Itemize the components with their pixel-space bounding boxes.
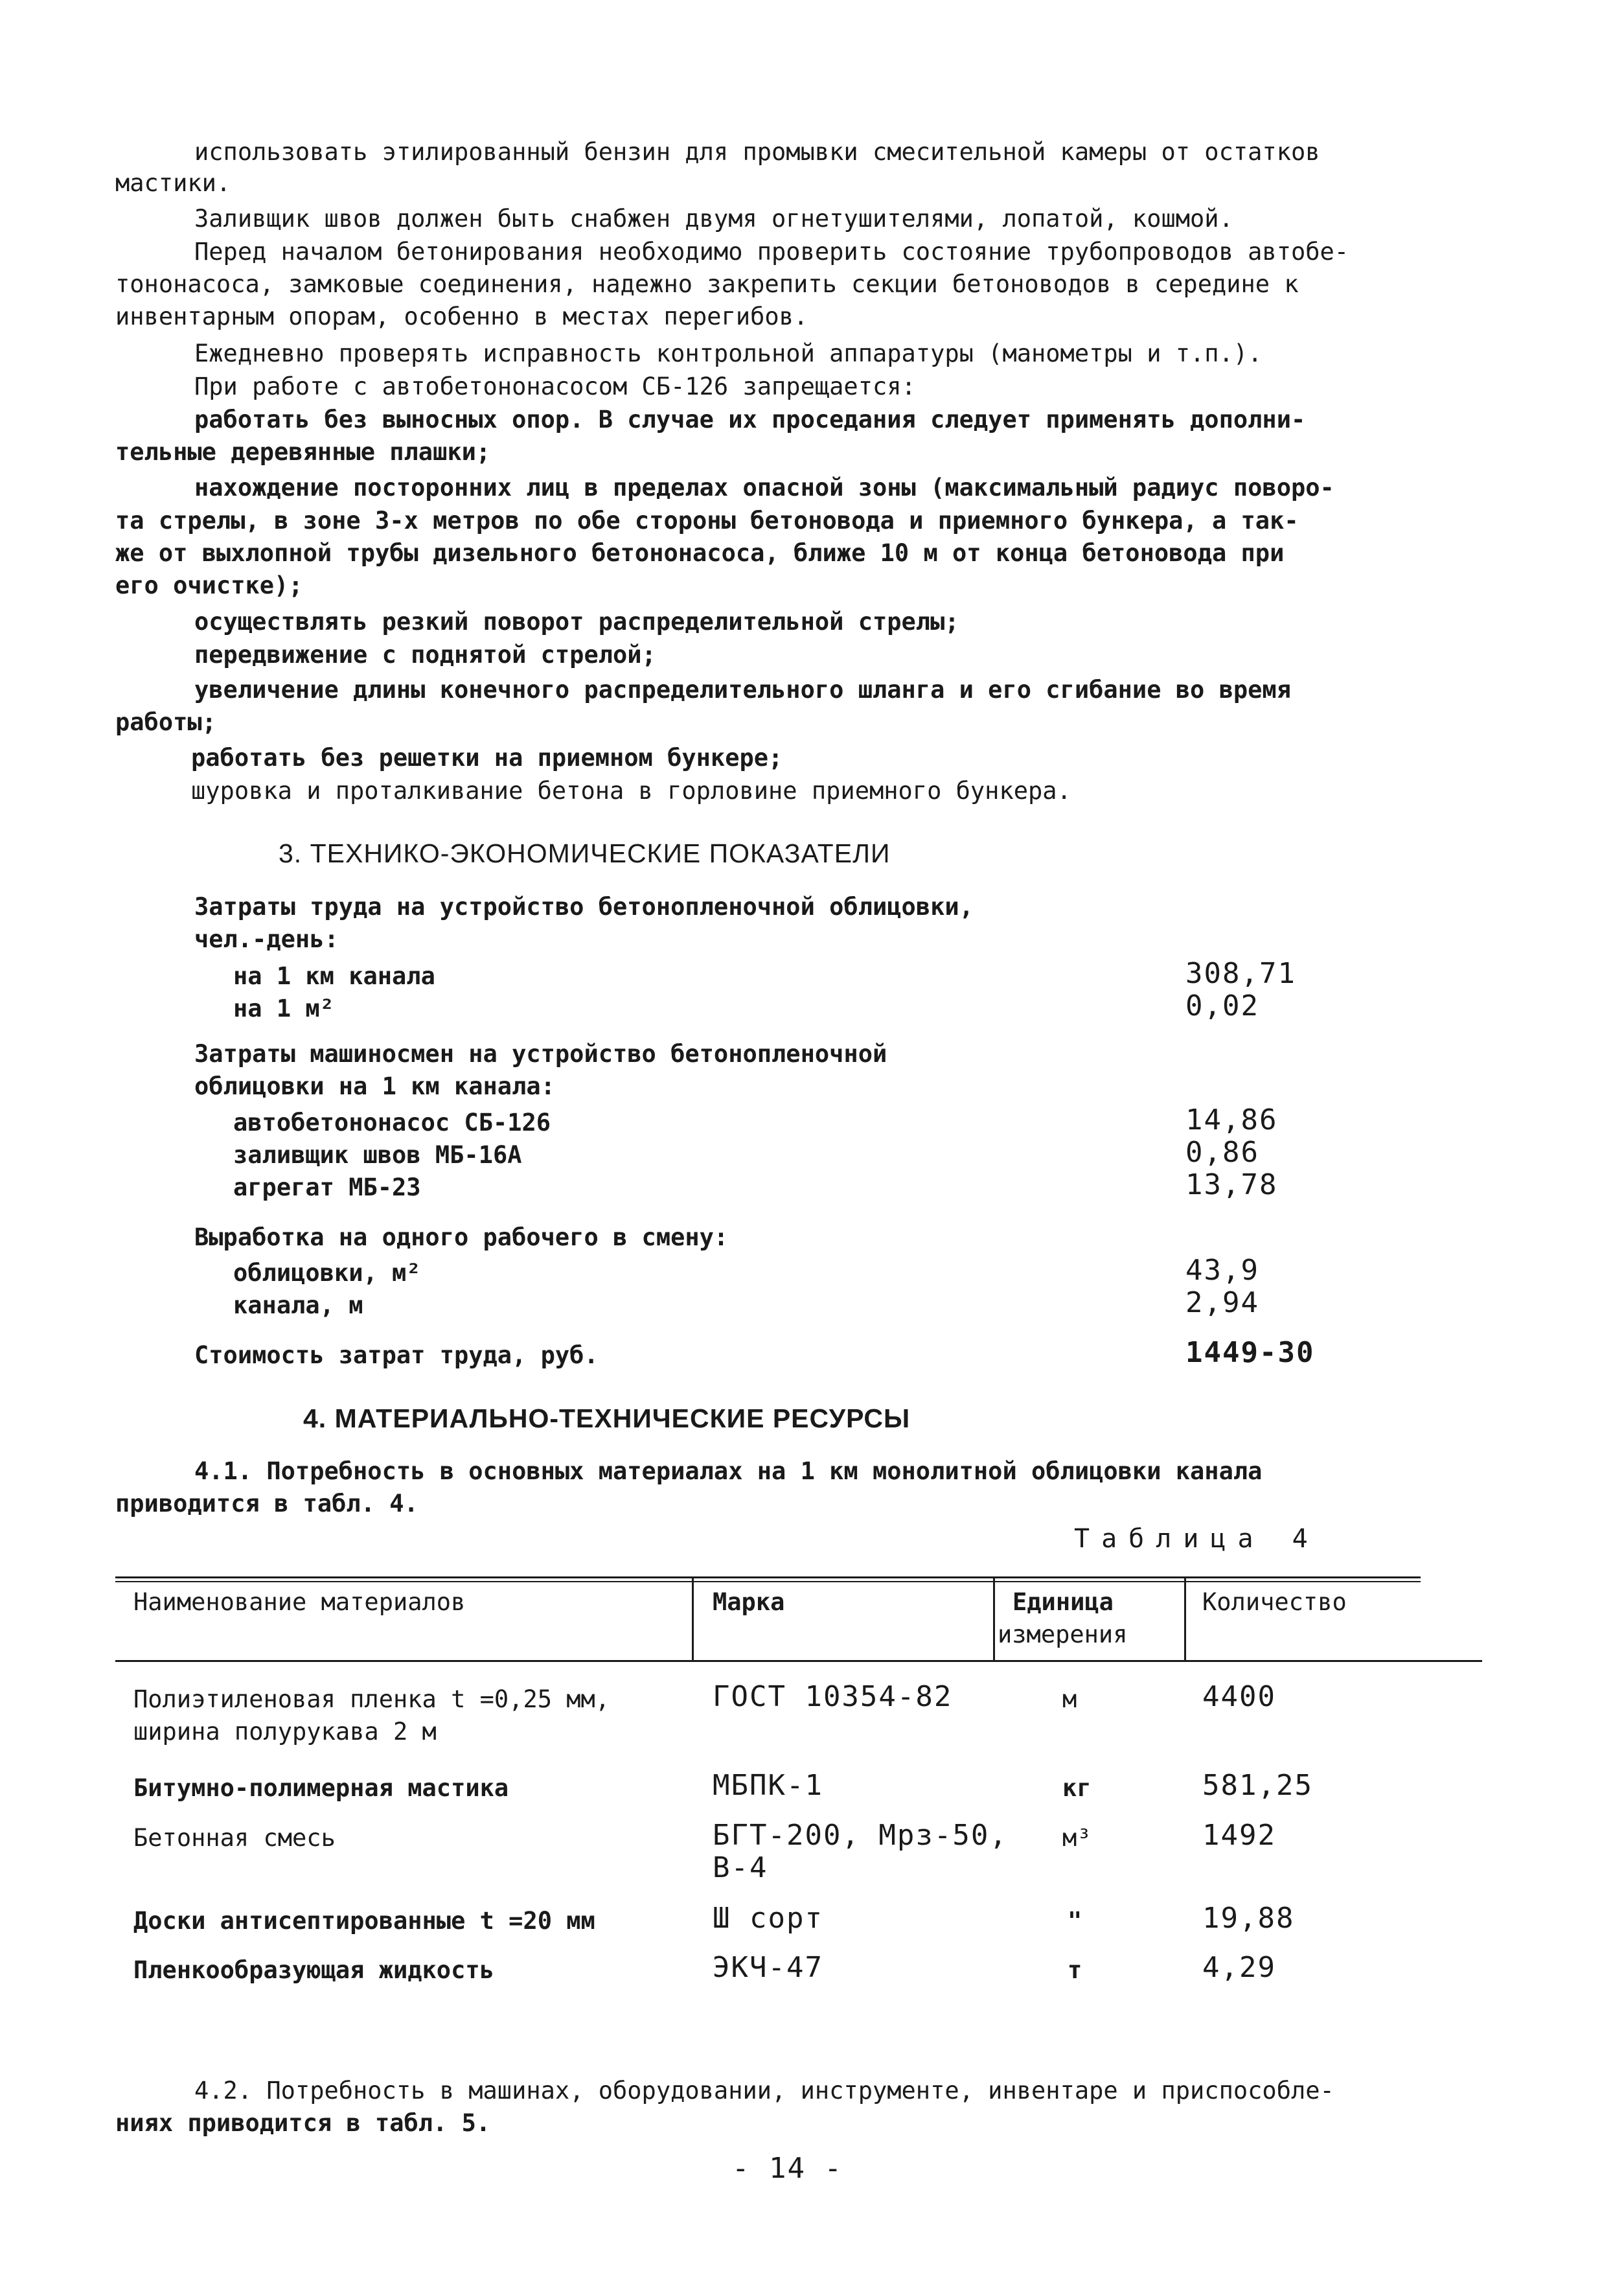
body-line: осуществлять резкий поворот распределительной стрелы; [194,608,959,636]
material-name: Бетонная смесь [133,1824,336,1852]
body-line: же от выхлопной трубы дизельного бетононасоса, ближе 10 м от конца бетоновода при [115,539,1285,567]
cost-value: 1449-30 [1185,1336,1315,1369]
body-line: Ежедневно проверять исправность контрольной аппаратуры (манометры и т.п.). [194,340,1263,367]
indicator-value: 43,9 [1185,1254,1259,1287]
indicator-label: заливщик швов МБ-16А [233,1141,522,1169]
indicator-label: облицовки, м² [233,1259,421,1287]
table-header-name: Наименование материалов [133,1588,466,1616]
body-line: Перед началом бетонирования необходимо проверить состояние трубопроводов автобе- [194,238,1349,266]
paragraph-line: 4.1. Потребность в основных материалах на 1 км монолитной облицовки канала [194,1457,1263,1485]
table-caption: Таблица 4 [1074,1524,1320,1554]
column-divider [1184,1578,1186,1661]
indicator-value: 14,86 [1185,1103,1278,1136]
indicator-value: 0,02 [1185,989,1259,1022]
body-line: тононасоса, замковые соединения, надежно закрепить секции бетоноводов в середине к [115,270,1299,298]
body-line: инвентарным опорам, особенно в местах перегибов. [115,303,808,330]
table-header-mark: Марка [713,1588,785,1616]
material-mark: В-4 [713,1851,768,1884]
body-line: При работе с автобетононасосом СБ-126 запрещается: [194,373,916,400]
material-unit: т [1068,1956,1082,1984]
table-top-rule [115,1576,1421,1578]
machine-title: Затраты машиносмен на устройство бетонопленочной [194,1040,887,1068]
material-name: ширина полурукава 2 м [133,1718,437,1746]
column-divider [993,1578,995,1661]
material-qty: 1492 [1202,1819,1276,1852]
indicator-label: на 1 км канала [233,962,435,990]
indicator-label: канала, м [233,1291,363,1319]
indicator-value: 0,86 [1185,1136,1259,1169]
indicator-value: 2,94 [1185,1286,1259,1319]
body-line: Заливщик швов должен быть снабжен двумя огнетушителями, лопатой, кошмой. [194,205,1233,233]
paragraph-line: 4.2. Потребность в машинах, оборудовании, инструменте, инвентаре и приспособле- [194,2077,1334,2105]
body-line: использовать этилированный бензин для промывки смесительной камеры от остатков [194,138,1320,166]
body-line: нахождение посторонних лиц в пределах опасной зоны (максимальный радиус поворо- [194,474,1334,502]
body-line: та стрелы, в зоне 3-х метров по обе стороны бетоновода и приемного бункера, а так- [115,507,1299,535]
material-unit: " [1068,1907,1082,1935]
labor-title: Затраты труда на устройство бетонопленочной облицовки, [194,893,974,921]
material-name: Битумно-полимерная мастика [133,1774,509,1802]
material-mark: ГОСТ 10354-82 [713,1680,953,1713]
table-header-unit: измерения [998,1621,1128,1648]
page-number: - 14 - [732,2152,843,2185]
labor-title: чел.-день: [194,925,339,953]
material-mark: МБПК-1 [713,1769,823,1802]
material-name: Пленкообразующая жидкость [133,1956,494,1984]
indicator-label: автобетононасос СБ-126 [233,1109,551,1136]
body-line: работать без решетки на приемном бункере; [191,744,783,772]
table-top-rule [115,1581,1421,1582]
material-qty: 4400 [1202,1680,1276,1713]
cost-label: Стоимость затрат труда, руб. [194,1341,599,1369]
output-title: Выработка на одного рабочего в смену: [194,1223,729,1251]
table-header-unit: Единица [1012,1588,1114,1616]
section-heading: 4. МАТЕРИАЛЬНО-ТЕХНИЧЕСКИЕ РЕСУРСЫ [303,1403,911,1433]
material-qty: 581,25 [1202,1769,1313,1802]
paragraph-line: ниях приводится в табл. 5. [115,2109,491,2137]
column-divider [692,1578,694,1661]
material-name: Полиэтиленовая пленка t =0,25 мм, [133,1685,610,1713]
material-unit: м³ [1062,1824,1092,1852]
material-mark: ЭКЧ-47 [713,1951,823,1984]
body-line: работать без выносных опор. В случае их проседания следует применять дополни- [194,406,1306,433]
material-mark: Ш сорт [713,1902,823,1935]
table-header-qty: Количество [1202,1588,1347,1616]
material-name: Доски антисептированные t =20 мм [133,1907,595,1935]
table-header-rule [115,1660,1482,1662]
material-qty: 4,29 [1202,1951,1276,1984]
material-qty: 19,88 [1202,1902,1295,1935]
body-line: его очистке); [115,571,303,599]
indicator-value: 308,71 [1185,957,1296,990]
machine-title: облицовки на 1 км канала: [194,1072,555,1100]
body-line: увеличение длины конечного распределительного шланга и его сгибание во время [194,676,1291,704]
body-line: работы; [115,708,216,736]
paragraph-line: приводится в табл. 4. [115,1490,418,1517]
indicator-value: 13,78 [1185,1168,1278,1201]
indicator-label: на 1 м² [233,995,334,1022]
material-mark: БГТ-200, Мрз-50, [713,1819,1008,1852]
body-line: тельные деревянные плашки; [115,438,491,466]
indicator-label: агрегат МБ-23 [233,1173,421,1201]
material-unit: м [1062,1685,1077,1713]
section-heading: 3. ТЕХНИКО-ЭКОНОМИЧЕСКИЕ ПОКАЗАТЕЛИ [279,838,891,868]
body-line: шуровка и проталкивание бетона в горловине приемного бункера. [191,777,1071,805]
body-line: передвижение с поднятой стрелой; [194,641,656,669]
material-unit: кг [1062,1774,1092,1802]
body-line: мастики. [115,169,231,197]
